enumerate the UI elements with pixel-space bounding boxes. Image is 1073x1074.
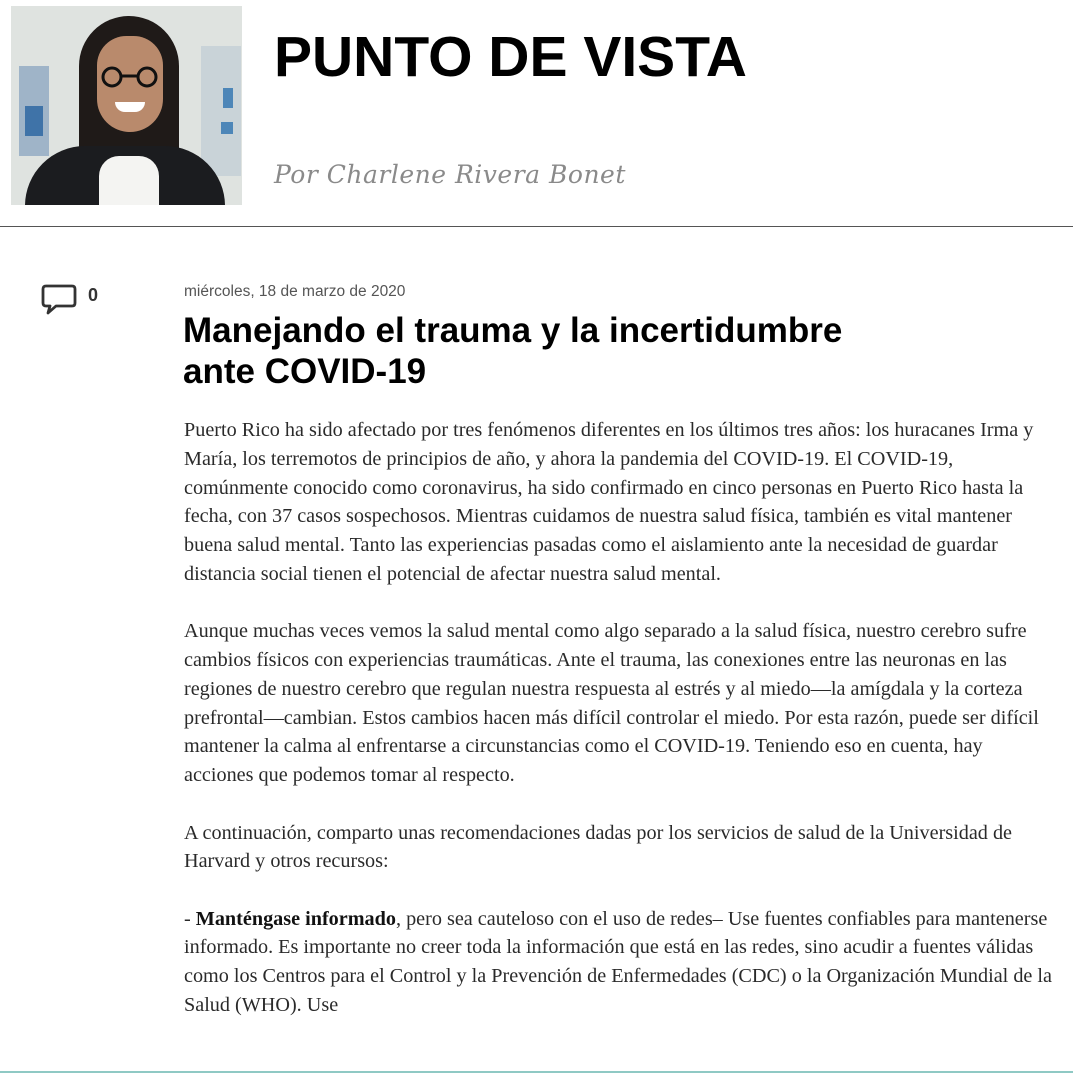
author-photo [11, 6, 242, 205]
recommendation-text: , pero sea cauteloso con el uso de redes– Use fuentes confiables para mantenerse informado. Es importante no creer toda la información que está en las redes, sino acudir a fuentes válidas como los Centros para el Control y la Prevención de Enfermedades (CDC) o la Organización Mundial de la Salud (WHO). Use [184, 907, 1053, 1017]
header-divider [0, 226, 1073, 227]
article-date: miércoles, 18 de marzo de 2020 [184, 283, 406, 300]
bottom-border [0, 1071, 1073, 1073]
paragraph: Aunque muchas veces vemos la salud mental como algo separado a la salud física, nuestro cerebro sufre cambios físicos con experiencias traumáticas. Ante el trauma, las conexiones entre las neuronas en las regiones de nuestro cerebro que regulan nuestra respuesta al estrés y al miedo—la amígdala y la corteza prefrontal—cambian. Estos cambios hacen más difícil controlar el miedo. Por esta razón, puede ser difícil mantener la calma al enfrentarse a circunstancias como el COVID-19. Teniendo eso en cuenta, hay acciones que podemos tomar al respecto. [184, 620, 1039, 787]
section-title: PUNTO DE VISTA [274, 25, 747, 89]
article-body [184, 416, 1054, 1048]
author-byline: Por Charlene Rivera Bonet [274, 160, 626, 189]
comments-button[interactable] [40, 283, 98, 317]
bullet-prefix: - [184, 907, 196, 930]
recommendation-heading: Manténgase informado [195, 907, 396, 930]
paragraph: A continuación, comparto unas recomendaciones dadas por los servicios de salud de la Universidad de Harvard y otros recursos: [184, 821, 1013, 873]
paragraph: Puerto Rico ha sido afectado por tres fenómenos diferentes en los últimos tres años: los huracanes Irma y María, los terremotos de principios de año, y ahora la pandemia del COVID-19. El COVID-19, comúnmente conocido como coronavirus, ha sido confirmado en cinco personas en Puerto Rico hasta la fecha, con 37 casos sospechosos. Mientras cuidamos de nuestra salud física, también es vital mantener buena salud mental. Tanto las experiencias pasadas como el aislamiento ante la necesidad de guardar distancia social tienen el potencial de afectar nuestra salud mental. [184, 419, 1034, 585]
comment-count: 0 [88, 284, 99, 305]
recommendation-item [184, 905, 1054, 1020]
article-title: Manejando el trauma y la incertidumbre ante COVID-19 [183, 311, 843, 391]
comment-bubble-icon [40, 283, 78, 317]
